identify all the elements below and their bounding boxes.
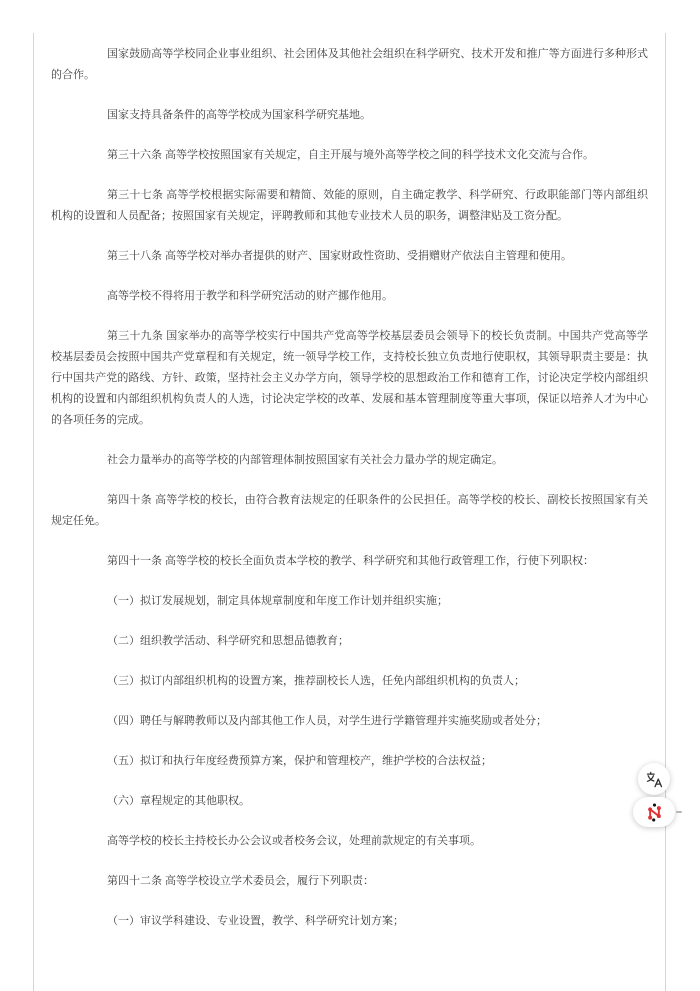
paragraph: 国家支持具备条件的高等学校成为国家科学研究基地。 [107,109,371,121]
paragraph: （五）拟订和执行年度经费预算方案，保护和管理校产，维护学校的合法权益； [107,755,492,767]
paragraph: 国家鼓励高等学校同企业事业组织、社会团体及其他社会组织在科学研究、技术开发和推广等方面进行多种形式的合作。 [51,48,648,81]
paragraph: 第三十七条 高等学校根据实际需要和精简、效能的原则，自主确定教学、科学研究、行政职能部门等内部组织机构的设置和人员配备；按照国家有关规定，评聘教师和其他专业技术人员的职务，调整津贴及工资分配。 [51,189,648,222]
fab-drag-handle[interactable] [676,811,682,813]
network-extension-button[interactable] [633,797,675,827]
paragraph: （二）组织教学活动、科学研究和思想品德教育； [107,635,349,647]
paragraph: （一）审议学科建设、专业设置，教学、科学研究计划方案； [107,915,404,927]
paragraph: （六）章程规定的其他职权。 [107,795,250,807]
paragraph: 第三十八条 高等学校对举办者提供的财产、国家财政性资助、受捐赠财产依法自主管理和使用。 [107,250,573,262]
paragraph: 第四十一条 高等学校的校长全面负责本学校的教学、科学研究和其他行政管理工作，行使下列职权： [107,555,595,567]
paragraph: 第三十九条 国家举办的高等学校实行中国共产党高等学校基层委员会领导下的校长负责制。中国共产党高等学校基层委员会按照中国共产党章程和有关规定，统一领导学校工作，支持校长独立负责地行使职权，其领导职责主要是：执行中国共产党的路线、方针、政策，坚持社会主义办学方向，领导学校的思想政治工作和德育工作，讨论决定学校内部组织机构的设置和内部组织机构负责人的人选，讨论决定学校的改革、发展和基本管理制度等重大事项，保证以培养人才为中心的各项任务的完成。 [51,330,648,426]
translate-icon [646,771,663,788]
paragraph: 社会力量举办的高等学校的内部管理体制按照国家有关社会力量办学的规定确定。 [107,454,503,466]
paragraph: 第三十六条 高等学校按照国家有关规定，自主开展与境外高等学校之间的科学技术文化交流与合作。 [107,149,595,161]
paragraph: （四）聘任与解聘教师以及内部其他工作人员，对学生进行学籍管理并实施奖励或者处分； [107,715,547,727]
paragraph: 第四十条 高等学校的校长，由符合教育法规定的任职条件的公民担任。高等学校的校长、副校长按照国家有关规定任免。 [51,494,648,527]
paragraph: 高等学校不得将用于教学和科学研究活动的财产挪作他用。 [107,290,393,302]
paragraph: （三）拟订内部组织机构的设置方案，推荐副校长人选，任免内部组织机构的负责人； [107,675,525,687]
translate-button[interactable] [638,763,670,795]
paragraph: 第四十二条 高等学校设立学术委员会，履行下列职责： [107,875,375,887]
paragraph: 高等学校的校长主持校长办公会议或者校务会议，处理前款规定的有关事项。 [107,835,481,847]
paragraph: （一）拟订发展规划，制定具体规章制度和年度工作计划并组织实施； [107,595,448,607]
network-graph-icon [645,803,664,822]
document-panel [33,33,666,991]
document-body [51,44,648,932]
